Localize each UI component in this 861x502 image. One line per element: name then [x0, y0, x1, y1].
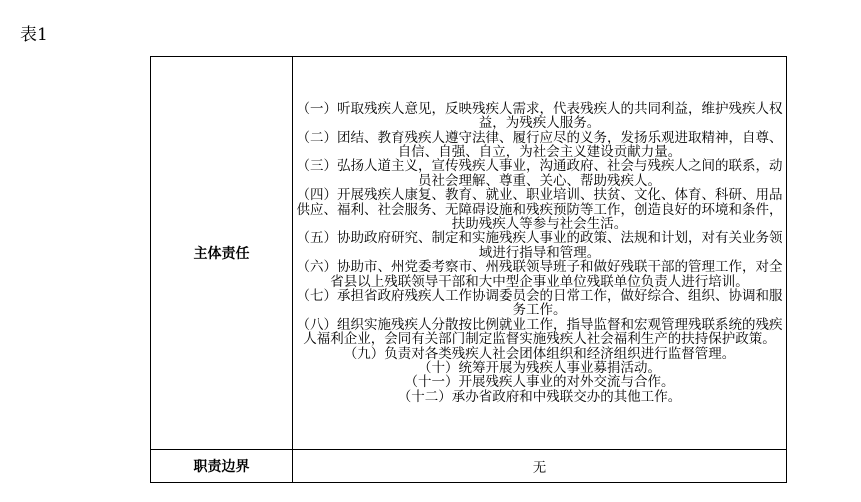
table-caption: 表1	[20, 25, 48, 45]
duty-item-7: （七）承担省政府残疾人工作协调委员会的日常工作，做好综合、组织、协调和服务工作。	[296, 288, 783, 319]
duty-item-9: （九）负责对各类残疾人社会团体组织和经济组织进行监督管理。	[343, 345, 736, 362]
row-label-duty-boundary: 职责边界	[151, 450, 293, 483]
main-responsibility-content	[293, 57, 787, 450]
duty-boundary-value: 无	[293, 450, 787, 483]
duty-item-3: （三）弘扬人道主义，宣传残疾人事业，沟通政府、社会与残疾人之间的联系，动员社会理解、尊重、关心、帮助残疾人。	[296, 158, 783, 189]
duty-item-5: （五）协助政府研究、制定和实施残疾人事业的政策、法规和计划，对有关业务领域进行指导和管理。	[296, 230, 783, 261]
row-label-main-responsibility: 主体责任	[151, 57, 293, 450]
duty-item-2: （二）团结、教育残疾人遵守法律、履行应尽的义务，发扬乐观进取精神，自尊、自信、自强、自立，为社会主义建设贡献力量。	[296, 129, 783, 160]
table-row-duty-boundary	[151, 450, 787, 483]
duty-item-4: （四）开展残疾人康复、教育、就业、职业培训、扶贫、文化、体育、科研、用品供应、福利、社会服务、无障碍设施和残疾预防等工作，创造良好的环境和条件，扶助残疾人等参与社会生活。	[296, 187, 783, 232]
duty-item-8: （八）组织实施残疾人分散按比例就业工作，指导监督和宏观管理残联系统的残疾人福利企业，会同有关部门制定监督实施残疾人社会福利生产的扶持保护政策。	[296, 316, 783, 348]
table-row-main-responsibility	[151, 57, 787, 450]
duty-item-12: （十二）承办省政府和中残联交办的其他工作。	[397, 388, 682, 405]
duty-item-6: （六）协助市、州党委考察市、州残联领导班子和做好残联干部的管理工作，对全省县以上残联领导干部和大中型企事业单位残联单位负责人进行培训。	[296, 259, 783, 290]
duty-item-1: （一）听取残疾人意见，反映残疾人需求，代表残疾人的共同利益，维护残疾人权益，为残疾人服务。	[296, 100, 783, 132]
duty-item-10: （十）统筹开展为残疾人事业募捐活动。	[418, 360, 661, 377]
responsibility-table	[150, 56, 787, 483]
duty-item-11: （十一）开展残疾人事业的对外交流与合作。	[404, 374, 675, 391]
